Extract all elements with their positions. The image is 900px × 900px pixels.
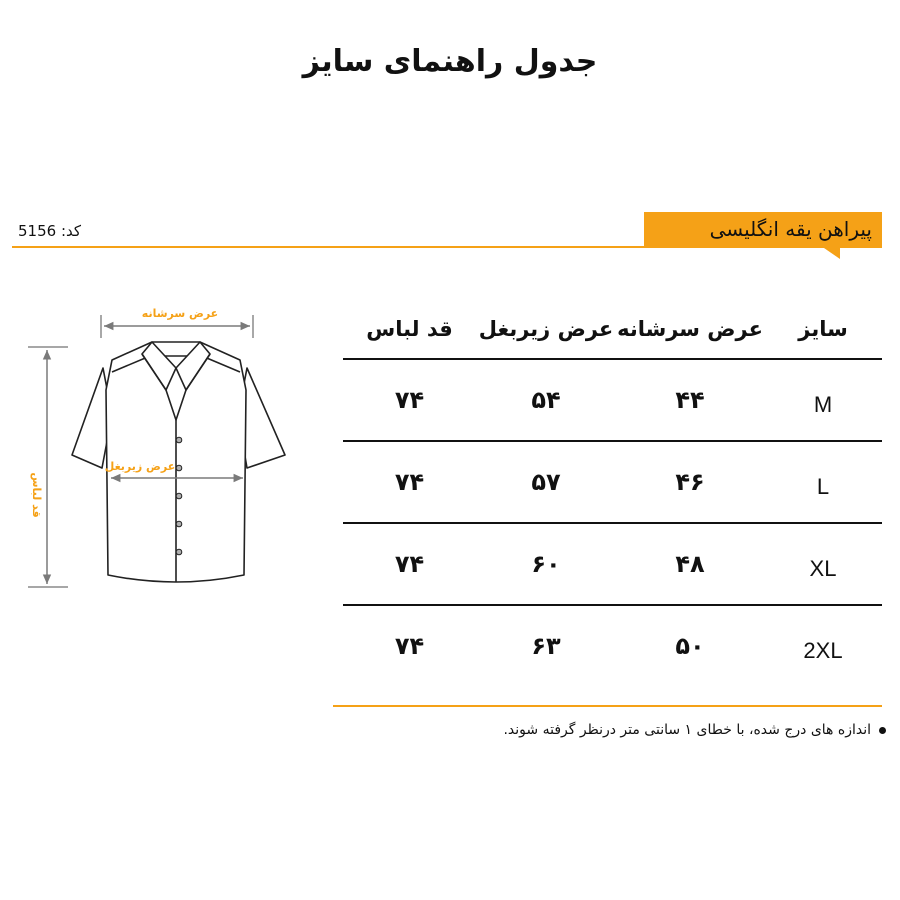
button-5 <box>176 549 182 555</box>
shoulder-cell: ۵۰ <box>675 632 705 660</box>
header-shoulder: عرض سرشانه <box>616 300 764 359</box>
table-row <box>343 441 882 523</box>
size-cell: M <box>764 359 882 441</box>
table-row <box>343 523 882 605</box>
product-name: پیراهن یقه انگلیسی <box>709 217 872 241</box>
size-cell: L <box>764 441 882 523</box>
chest-cell: ۶۰ <box>476 523 616 605</box>
button-1 <box>176 437 182 443</box>
shoulder-cell: ۴۸ <box>616 523 764 605</box>
ribbon-tail <box>824 248 840 259</box>
note-divider <box>333 705 882 707</box>
table-header-row <box>343 300 882 359</box>
page-title: جدول راهنمای سایز <box>302 44 598 79</box>
shoulder-cell: ۴۶ <box>616 441 764 523</box>
size-cell: 2XL <box>803 638 843 663</box>
chest-cell: ۵۴ <box>476 359 616 441</box>
bullet-icon <box>879 727 886 734</box>
table-row <box>343 605 882 686</box>
shirt-diagram <box>0 290 320 610</box>
note-text: اندازه های درج شده، با خطای ۱ سانتی متر درنظر گرفته شوند. <box>503 722 871 738</box>
length-cell: ۷۴ <box>343 441 476 523</box>
button-3 <box>176 493 182 499</box>
length-cell: ۷۴ <box>343 523 476 605</box>
button-4 <box>176 521 182 527</box>
chest-cell: ۵۷ <box>476 441 616 523</box>
header-size: سایز <box>764 300 882 359</box>
table-row <box>343 359 882 441</box>
measurement-note <box>503 722 886 738</box>
header-length: قد لباس <box>343 300 476 359</box>
size-cell: XL <box>764 523 882 605</box>
shoulder-label: عرض سرشانه <box>141 307 219 320</box>
chest-label: عرض زیربغل <box>104 460 176 473</box>
header-chest: عرض زیربغل <box>476 300 616 359</box>
size-table <box>343 300 882 686</box>
length-cell: ۷۴ <box>394 632 425 660</box>
length-cell: ۷۴ <box>343 359 476 441</box>
shoulder-cell: ۴۴ <box>616 359 764 441</box>
product-code: کد: 5156 <box>18 222 82 240</box>
chest-cell: ۶۳ <box>531 632 561 660</box>
length-label: قد لباس <box>30 472 43 518</box>
button-2 <box>176 465 182 471</box>
product-ribbon <box>644 212 882 248</box>
